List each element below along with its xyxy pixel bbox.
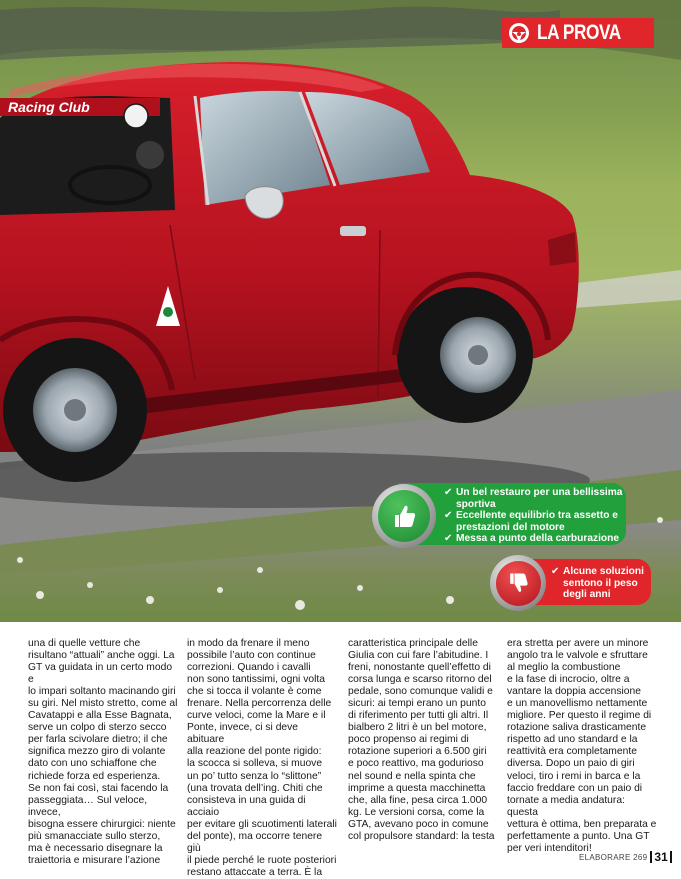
steering-wheel-icon bbox=[506, 20, 532, 46]
pros-item: ✔ Eccellente equilibrio tra assetto e prestazioni del motore bbox=[444, 510, 626, 533]
cons-item: ✔ Alcune soluzioni sentono il peso degli anni bbox=[551, 566, 651, 601]
pros-item: ✔ Un bel restauro per una bellissima sportiva bbox=[444, 487, 626, 510]
article-column-4 bbox=[507, 638, 657, 855]
section-badge bbox=[502, 18, 654, 48]
article-text: era stretta per avere un minore angolo tra le valvole e sfruttare al meglio la combustione e la fase di incrocio, oltre a vantare la doppia accensione e un manovellismo nettamente migliore. Per questo il regime di rotazione saliva drasticamente rispetto ad uno standard e la reattività era completamente diversa. Dopo un paio di giri veloci, tiro i remi in barca e la faccio freddare con un paio di tornate a media andatura: questa vettura è ottima, ben preparata e perfettamente a punto. Una GT per veri intenditori! bbox=[507, 638, 657, 854]
thumbs-down-icon bbox=[490, 555, 546, 611]
thumbs-up-icon bbox=[372, 484, 436, 548]
magazine-name: ELABORARE 269 bbox=[579, 852, 648, 862]
page-number: 31 bbox=[650, 851, 671, 863]
article-column-1 bbox=[28, 638, 178, 867]
article-text: una di quelle vetture che risultano “attuali” anche oggi. La GT va guidata in un certo modo e lo impari soltanto macinando giri su giri. Nel misto stretto, come al Cavatappi e alla Esse Bagnata, serve un colpo di sterzo secco per farla scivolare dietro; il che significa mezzo giro di volante dato con uno schiaffone che richiede forza ed esperienza. Se non fai così, stai facendo la passeggiata… Sul veloce, invece, bisogna essere chirurgici: niente più smanacciate sullo sterzo, ma è necessario disegnare la traiettoria e misurare l’azione bbox=[28, 638, 178, 866]
article-text: in modo da frenare il meno possibile l’auto con continue correzioni. Quando i cavalli non sono tantissimi, ogni volta che si tocca il volante è come frenare. Nella percorrenza delle curve veloci, come la Mare e il Ponte, invece, ci si deve abituare alla reazione del ponte rigido: la scocca si solleva, si muove un po’ tutto senza lo “slittone” (una trovata dell’ing. Chiti che consisteva in una guida di acciaio per evitare gli scuotimenti laterali del ponte), ma occorre tenere giù il piede perché le ruote posteriori restano attaccate a terra. È la bbox=[187, 638, 337, 878]
racing-club-banner: Racing Club bbox=[8, 99, 90, 115]
section-label: LA PROVA bbox=[537, 21, 621, 44]
page-footer bbox=[579, 851, 672, 863]
article-column-3 bbox=[348, 638, 498, 843]
article-column-2 bbox=[187, 638, 337, 879]
pros-item: ✔ Messa a punto della carburazione bbox=[444, 533, 626, 545]
article-text: caratteristica principale delle Giulia con cui fare l’abitudine. I freni, nonostante quell’effetto di corsa lunga e scarso ritorno del pedale, sono comunque validi e sicuri: ai tempi erano un punto di riferimento per tutti gli altri. Il bialbero 2 litri è un bel motore, poco propenso ai regimi di rotazione superiori a 6.500 giri e poco reattivo, ma godurioso nel sound e nella spinta che imprime a questa macchinetta che, alla fine, pesa circa 1.000 kg. Le versioni corsa, come la GTA, avevano poco in comune col propulsore standard: la testa bbox=[348, 638, 495, 842]
